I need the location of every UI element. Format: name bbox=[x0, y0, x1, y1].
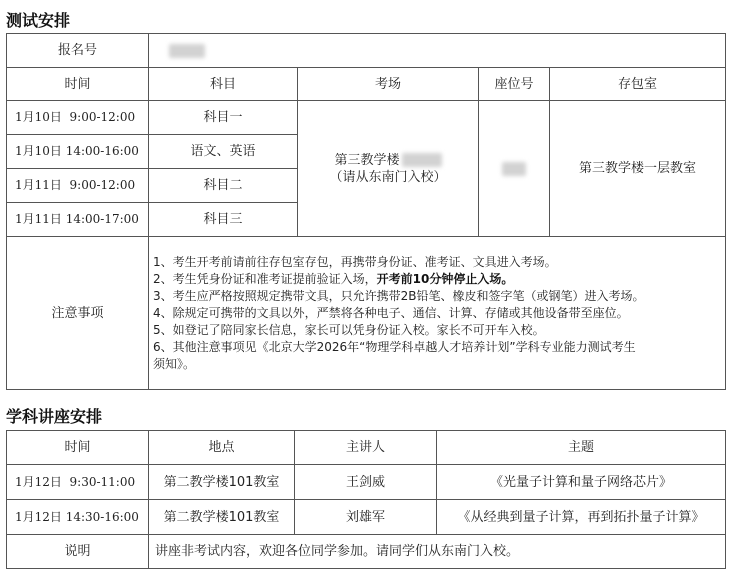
exam-seat bbox=[479, 101, 550, 237]
exam-subject: 科目二 bbox=[149, 169, 298, 203]
lecture-place: 第二教学楼101教室 bbox=[149, 500, 295, 535]
lecture-topic: 《从经典到量子计算，再到拓扑量子计算》 bbox=[437, 500, 726, 535]
lecture-note-label: 说明 bbox=[7, 535, 149, 569]
notes-content bbox=[149, 237, 726, 390]
lecture-speaker: 刘雄军 bbox=[295, 500, 437, 535]
exam-venue bbox=[298, 101, 479, 237]
exam-time: 1月11日 9:00-12:00 bbox=[7, 169, 149, 203]
lecture-speaker: 王剑威 bbox=[295, 465, 437, 500]
lecture-schedule-table bbox=[6, 430, 726, 569]
note-item: 4、除规定可携带的文具以外，严禁将各种电子、通信、计算、存储或其他设备带至座位。 bbox=[153, 305, 629, 320]
lecture-time: 1月12日 9:30-11:00 bbox=[7, 465, 149, 500]
venue-building: 第三教学楼 bbox=[334, 152, 400, 168]
table-row bbox=[7, 465, 726, 500]
lecture-time: 1月12日 14:30-16:00 bbox=[7, 500, 149, 535]
reg-number-value bbox=[149, 34, 726, 68]
note-item: 3、考生应严格按照规定携带文具，只允许携带2B铅笔、橡皮和签字笔（或钢笔）进入考场。 bbox=[153, 288, 645, 303]
lecture-section-title: 学科讲座安排 bbox=[6, 407, 103, 426]
header-storage: 存包室 bbox=[550, 68, 726, 101]
lecture-header-topic: 主题 bbox=[437, 431, 726, 465]
note-item: 1、考生开考前请前往存包室存包，再携带身份证、准考证、文具进入考场。 bbox=[153, 254, 557, 269]
note-item: 2、考生凭身份证和准考证提前验证入场，开考前10分钟停止入场。 bbox=[153, 271, 514, 286]
table-row bbox=[7, 500, 726, 535]
exam-time: 1月11日 14:00-17:00 bbox=[7, 203, 149, 237]
note-item: 5、如登记了陪同家长信息，家长可以凭身份证入校。家长不可开车入校。 bbox=[153, 322, 545, 337]
notes-label: 注意事项 bbox=[7, 237, 149, 390]
exam-schedule-table bbox=[6, 33, 726, 390]
exam-subject: 科目三 bbox=[149, 203, 298, 237]
header-seat: 座位号 bbox=[479, 68, 550, 101]
header-time: 时间 bbox=[7, 68, 149, 101]
exam-subject: 语文、英语 bbox=[149, 135, 298, 169]
exam-storage: 第三教学楼一层教室 bbox=[550, 101, 726, 237]
reg-number-label: 报名号 bbox=[7, 34, 149, 68]
note-emphasis: 开考前10分钟停止入场。 bbox=[376, 271, 514, 286]
lecture-header-speaker: 主讲人 bbox=[295, 431, 437, 465]
redacted-reg-number bbox=[169, 44, 205, 58]
lecture-header-time: 时间 bbox=[7, 431, 149, 465]
lecture-place: 第二教学楼101教室 bbox=[149, 465, 295, 500]
note-item-continued: 须知》。 bbox=[153, 356, 196, 371]
venue-entrance-note: （请从东南门入校） bbox=[329, 169, 447, 185]
exam-time: 1月10日 14:00-16:00 bbox=[7, 135, 149, 169]
lecture-topic: 《光量子计算和量子网络芯片》 bbox=[437, 465, 726, 500]
note-item: 6、其他注意事项见《北京大学2026年“物理学科卓越人才培养计划”学科专业能力测试考生 bbox=[153, 339, 636, 354]
redacted-room bbox=[402, 153, 442, 167]
lecture-note-text: 讲座非考试内容，欢迎各位同学参加。请同学们从东南门入校。 bbox=[149, 535, 726, 569]
exam-time: 1月10日 9:00-12:00 bbox=[7, 101, 149, 135]
table-row bbox=[7, 101, 726, 135]
lecture-header-place: 地点 bbox=[149, 431, 295, 465]
header-subject: 科目 bbox=[149, 68, 298, 101]
exam-section-title: 测试安排 bbox=[6, 11, 71, 30]
header-venue: 考场 bbox=[298, 68, 479, 101]
exam-subject: 科目一 bbox=[149, 101, 298, 135]
redacted-seat bbox=[502, 162, 526, 176]
